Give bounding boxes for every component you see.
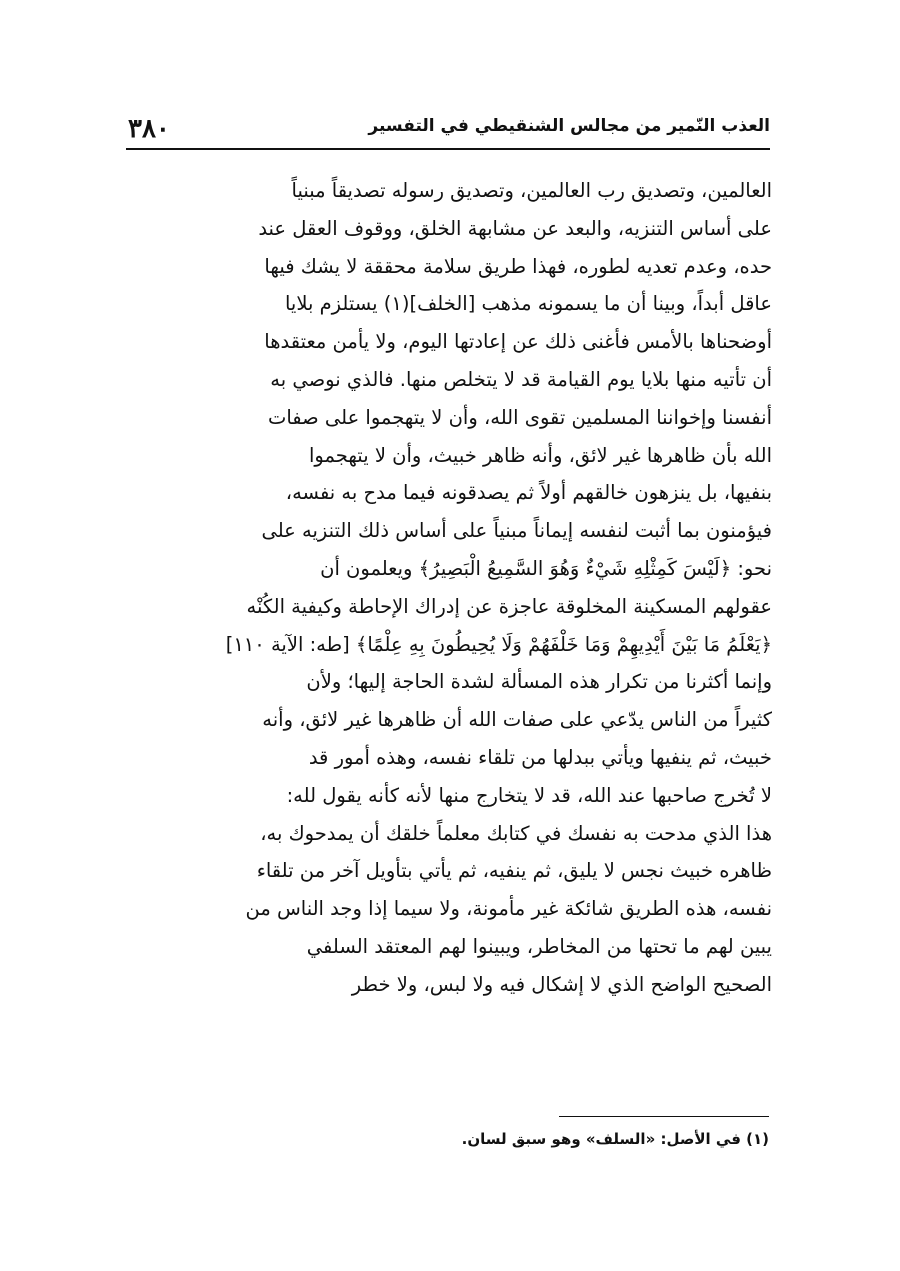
- body-line: لا تُخرج صاحبها عند الله، قد لا يتخارج منها لأنه كأنه يقول لله:: [286, 783, 772, 807]
- body-line: الصحيح الواضح الذي لا إشكال فيه ولا لبس، ولا خطر: [351, 972, 772, 996]
- quran-verse-line: نحو: ﴿لَيْسَ كَمِثْلِهِ شَيْءٌ وَهُوَ السَّمِيعُ الْبَصِيرُ﴾ ويعلمون أن: [320, 556, 772, 580]
- body-line: كثيراً من الناس يدّعي على صفات الله أن ظاهرها غير لائق، وأنه: [262, 708, 772, 732]
- body-line: على أساس التنزيه، والبعد عن مشابهة الخلق، ووقوف العقل عند: [258, 216, 772, 240]
- body-line: بنفيها، بل ينزهون خالقهم أولاً ثم يصدقونه فيما مدح به نفسه،: [285, 481, 772, 505]
- body-line: العالمين، وتصديق رب العالمين، وتصديق رسوله تصديقاً مبنياً: [291, 179, 772, 202]
- body-line: هذا الذي مدحت به نفسك في كتابك معلماً خلقك أن يمدحوك به،: [260, 821, 772, 845]
- body-line: فيؤمنون بما أثبت لنفسه إيماناً مبنياً على أساس ذلك التنزيه على: [261, 519, 772, 543]
- body-line: الله بأن ظاهرها غير لائق، وأنه ظاهر خبيث، وأن لا يتهجموا: [308, 443, 772, 467]
- page-number: ٣٨٠: [128, 114, 170, 144]
- page-header: [128, 108, 770, 148]
- quran-verse-line: ﴿يَعْلَمُ مَا بَيْنَ أَيْدِيهِمْ وَمَا خَلْفَهُمْ وَلَا يُحِيطُونَ بِهِ عِلْمًا﴾ [طه: الآية ١١٠]: [225, 632, 772, 656]
- body-line: نفسه، هذه الطريق شائكة غير مأمونة، ولا سيما إذا وجد الناس من: [245, 897, 772, 921]
- body-line: أوضحناها بالأمس فأغنى ذلك عن إعادتها اليوم، ولا يأمن معتقدها: [264, 330, 772, 354]
- body-line: خبيث، ثم ينفيها ويأتي ببدلها من تلقاء نفسه، وهذه أمور قد: [308, 745, 772, 769]
- running-title: العذب النّمير من مجالس الشنقيطي في التفسير: [368, 116, 770, 136]
- body-line: وإنما أكثرنا من تكرار هذه المسألة لشدة الحاجة إليها؛ ولأن: [306, 670, 772, 694]
- header-rule: [126, 148, 770, 150]
- body-line: ظاهره خبيث نجس لا يليق، ثم ينفيه، ثم يأتي بتأويل آخر من تلقاء: [256, 859, 772, 883]
- body-line: أنفسنا وإخواننا المسلمين تقوى الله، وأن لا يتهجموا على صفات: [267, 405, 772, 429]
- footnote-rule: [559, 1116, 769, 1117]
- body-line: أن تأتيه منها بلايا يوم القيامة قد لا يتخلص منها. فالذي نوصي به: [270, 367, 772, 391]
- body-line: عقولهم المسكينة المخلوقة عاجزة عن إدراك الإحاطة وكيفية الكُنْه: [246, 594, 772, 618]
- footnote: (١) في الأصل: «السلف» وهو سبق لسان.: [461, 1130, 769, 1148]
- body-line: حده، وعدم تعديه لطوره، فهذا طريق سلامة محققة لا يشك فيها: [264, 254, 772, 278]
- body-text: [128, 172, 772, 1004]
- body-line: يبين لهم ما تحتها من المخاطر، ويبينوا لهم المعتقد السلفي: [306, 934, 772, 958]
- body-line: عاقل أبداً، وبينا أن ما يسمونه مذهب [الخلف](١) يستلزم بلايا: [284, 292, 772, 316]
